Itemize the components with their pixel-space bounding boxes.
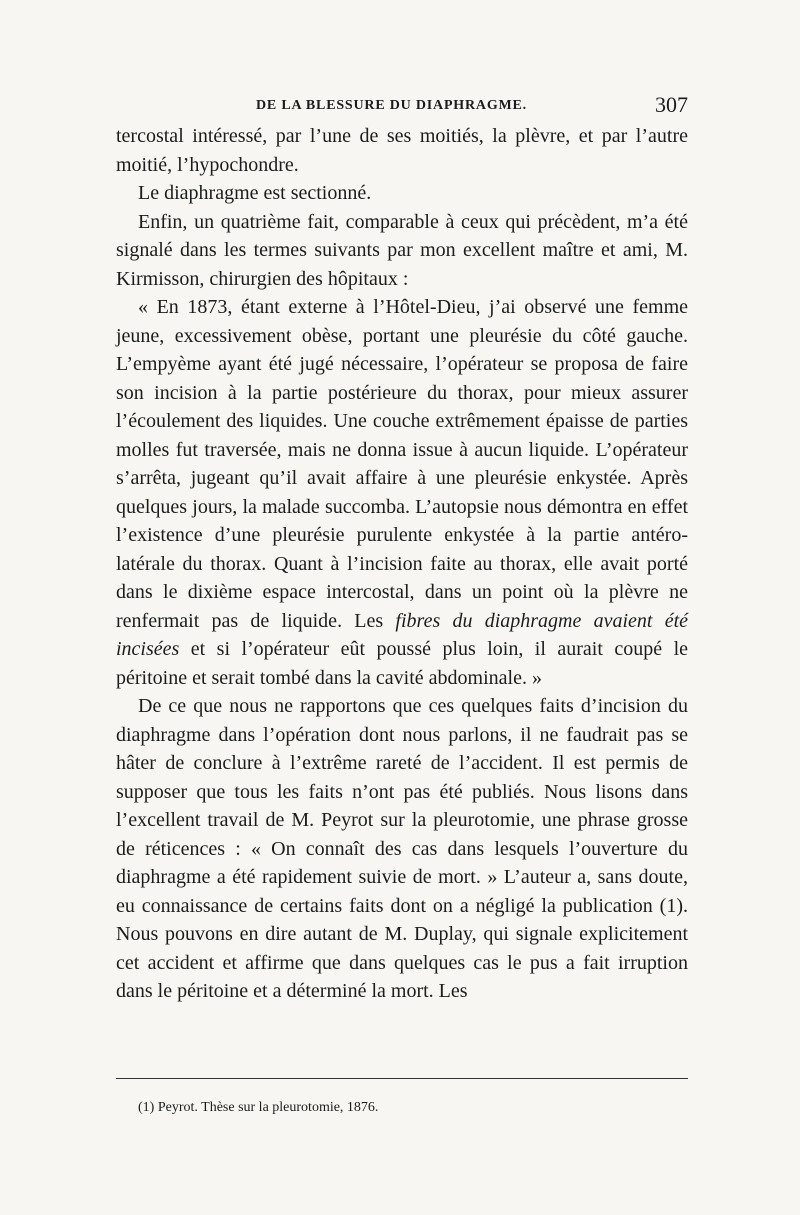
paragraph-discussion: De ce que nous ne rapportons que ces quelques faits d’incision du diaphragme dans l’opération dont nous parlons, il ne faudrait pas se hâter de conclure à l’extrême rareté de l’accident. Il est permis de supposer que tous les faits n’ont pas été publiés. Nous lisons dans l’excellent travail de M. Peyrot sur la pleurotomie, une phrase grosse de réticences : « On connaît des cas dans lesquels l’ouverture du diaphragme a été rapidement suivie de mort. » L’auteur a, sans doute, eu connaissance de certains faits dont on a négligé la publication (1). Nous pouvons en dire autant de M. Duplay, qui signale explicitement cet accident et affirme que dans quelques cas le pus a fait irruption dans le péritoine et a déterminé la mort. Les [116,695,688,1002]
footnote-divider [116,1078,688,1079]
paragraph-diaphragm-sectioned: Le diaphragme est sectionné. [138,182,372,204]
quote-text: « En 1873, étant externe à l’Hôtel-Dieu, j’ai observé une femme jeune, excessivement obèse, portant une pleurésie du côté gauche. L’empyème ayant été jugé nécessaire, l’opérateur se proposa de faire son incision à la partie postérieure du thorax, pour mieux assurer l’écoulement des liquides. Une couche extrêmement épaisse de parties molles fut traversée, mais ne donna issue à aucun liquide. L’opérateur s’arrêta, jugeant qu’il avait affaire à une pleurésie enkystée. Après quelques jours, la malade succomba. L’autopsie nous démontra en effet l’existence d’une pleurésie purulente enkystée à la partie antéro-latérale du thorax. Quant à l’incision faite au thorax, elle avait porté dans le dixième espace intercostal, dans un point où la plèvre ne renfermait pas de liquide. Les [116,296,688,632]
footnote [138,1098,688,1118]
page-number: 307 [655,92,688,117]
quote-text-end: et si l’opérateur eût poussé plus loin, il aurait coupé le péritoine et serait tombé dans la cavité abdominale. » [116,638,689,689]
paragraph-continuation: tercostal intéressé, par l’une de ses moitiés, la plèvre, et par l’autre moitié, l’hypochondre. [116,125,688,176]
footnote-marker-author: (1) Peyrot. [138,1100,198,1115]
paragraph-kirmisson-quote [116,293,688,692]
quote-italic: fibres du diaphragme avaient été incisées [116,609,689,660]
running-title: DE LA BLESSURE DU DIAPHRAGME. [256,98,527,113]
body-text [116,122,688,1006]
page-header [116,92,688,122]
paragraph-fourth-case: Enfin, un quatrième fait, comparable à ceux qui précèdent, m’a été signalé dans les termes suivants par mon excellent maître et ami, M. Kirmisson, chirurgien des hôpitaux : [116,210,688,290]
footnote-work: Thèse sur la pleurotomie, 1876. [201,1100,379,1115]
